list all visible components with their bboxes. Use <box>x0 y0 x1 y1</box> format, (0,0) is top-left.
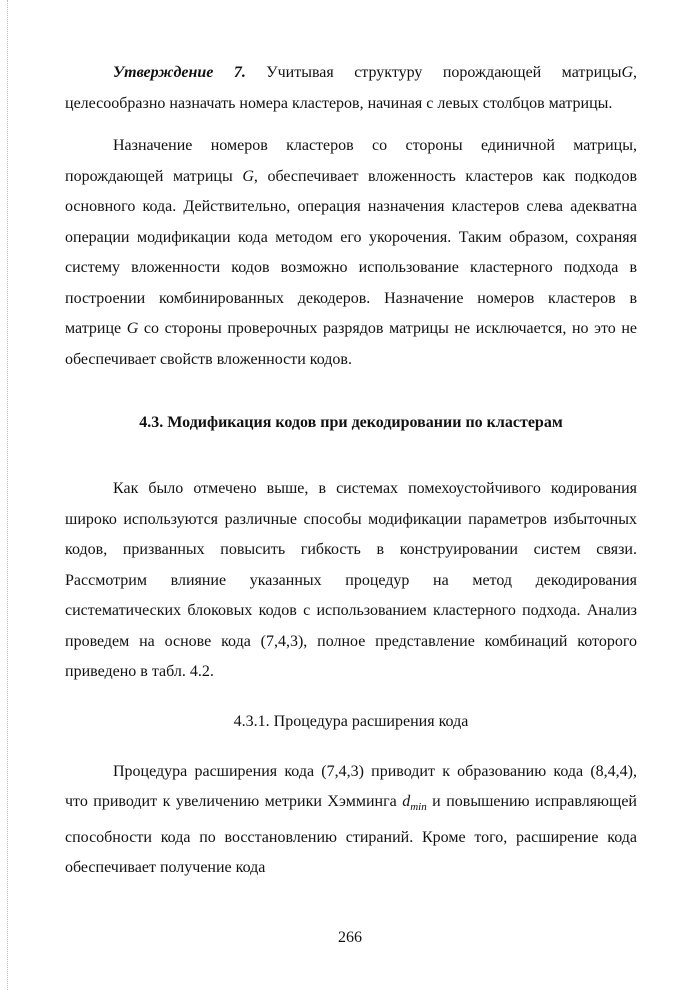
paragraph-2: Как было отмечено выше, в системах помехоустойчивого кодирования широко используются различные способы модификации параметров избыточных кодов, призванных повысить гибкость в конструировании систем связи. Рассмотрим влияние указанных процедур на метод декодирования систематических блоковых кодов с использованием кластерного подхода. Анализ проведем на основе кода (7,4,3), полное представление комбинаций которого приведено в табл. 4.2. <box>65 480 637 680</box>
statement-lead: Утверждение 7. <box>113 64 246 81</box>
p1-part1: Назначение номеров кластеров со стороны единичной матрицы, порождающей матрицы <box>65 137 637 185</box>
statement-var: G <box>621 64 633 81</box>
page-edge-dotted-line <box>7 0 8 990</box>
p3-sub: min <box>410 801 427 814</box>
statement-paragraph <box>65 58 637 119</box>
paragraph-3 <box>65 757 637 884</box>
subsection-title: 4.3.1. Процедура расширения кода <box>233 712 469 730</box>
page-content <box>65 58 637 884</box>
paragraph-1 <box>65 131 637 375</box>
section-title: 4.3. Модификация кодов при декодировании по кластерам <box>139 414 563 431</box>
p3-part1: Процедура расширения кода (7,4,3) приводит к образованию кода (8,4,4), что приводит к увеличению метрики Хэмминга <box>65 762 637 810</box>
p1-var1: G <box>242 167 254 185</box>
p1-part2: , обеспечивает вложенность кластеров как подкодов основного кода. Действительно, операция назначения кластеров слева адекватна операции модификации кода методом его укорочения. Таким образом, сохраняя систему вложенности кодов возможно использование кластерного подхода в построении комбинированных декодеров. Назначение номеров кластеров в матрице <box>65 167 638 337</box>
p3-var: d <box>402 793 411 810</box>
p1-var2: G <box>126 320 139 337</box>
p1-part3: со стороны проверочных разрядов матрицы не исключается, но это не обеспечивает свойств вложенности кодов. <box>65 320 638 368</box>
statement-text-after: , целесообразно назначать номера кластеров, начиная с левых столбцов матрицы. <box>65 64 637 112</box>
p3-part2: и повышению исправляющей способности кода по восстановлению стираний. Кроме того, расширение кода обеспечивает получение кода <box>65 793 637 877</box>
statement-text-before: Учитывая структуру порождающей матрицы <box>245 64 622 81</box>
page-number: 266 <box>338 929 362 946</box>
